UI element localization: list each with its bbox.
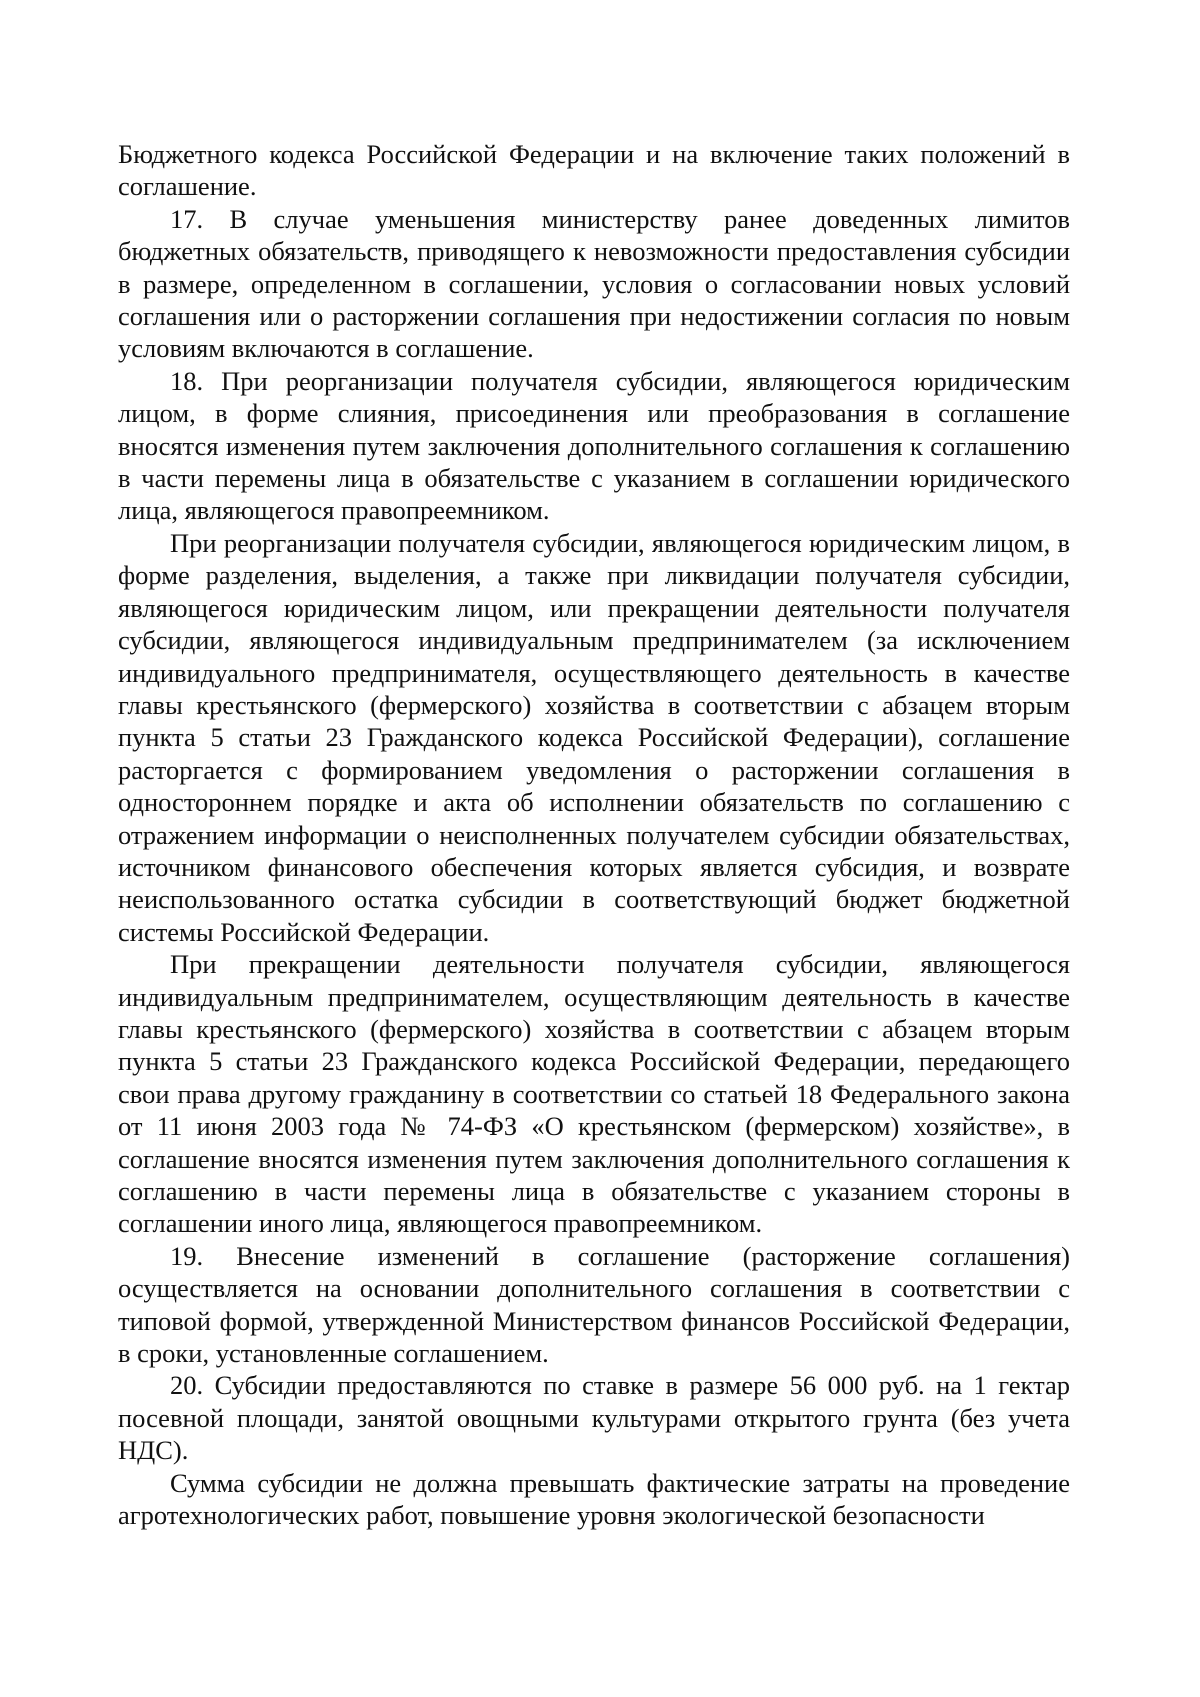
document-body xyxy=(118,138,1070,1531)
paragraph-20: 20. Субсидии предоставляются по ставке в размере 56 000 руб. на 1 гектар посевной площади, занятой овощными культурами открытого грунта (без учета НДС). xyxy=(118,1370,1070,1466)
paragraph-20-subsidy-limit: Сумма субсидии не должна превышать фактические затраты на проведение агротехнологических работ, повышение уровня экологической безопасности xyxy=(118,1467,1070,1531)
paragraph-19: 19. Внесение изменений в соглашение (расторжение соглашения) осуществляется на основании дополнительного соглашения в соответствии с типовой формой, утвержденной Министерством финансов Российской Федерации, в сроки, установленные соглашением. xyxy=(118,1240,1070,1369)
paragraph-18-termination: При прекращении деятельности получателя субсидии, являющегося индивидуальным предпринимателем, осуществляющим деятельность в качестве главы крестьянского (фермерского) хозяйства в соответствии с абзацем вторым пункта 5 статьи 23 Гражданского кодекса Российской Федерации, передающего свои права другому гражданину в соответствии со статьей 18 Федерального закона от 11 июня 2003 года № 74-ФЗ «О крестьянском (фермерском) хозяйстве», в соглашение вносятся изменения путем заключения дополнительного соглашения к соглашению в части перемены лица в обязательстве с указанием стороны в соглашении иного лица, являющегося правопреемником. xyxy=(118,949,1070,1239)
paragraph-18: 18. При реорганизации получателя субсидии, являющегося юридическим лицом, в форме слияния, присоединения или преобразования в соглашение вносятся изменения путем заключения дополнительного соглашения к соглашению в части перемены лица в обязательстве с указанием в соглашении юридического лица, являющегося правопреемником. xyxy=(118,365,1070,526)
paragraph-17: 17. В случае уменьшения министерству ранее доведенных лимитов бюджетных обязательств, приводящего к невозможности предоставления субсидии в размере, определенном в соглашении, условия о согласовании новых условий соглашения или о расторжении соглашения при недостижении согласия по новым условиям включаются в соглашение. xyxy=(118,203,1070,364)
paragraph-18-reorganization: При реорганизации получателя субсидии, являющегося юридическим лицом, в форме разделения, выделения, а также при ликвидации получателя субсидии, являющегося юридическим лицом, или прекращении деятельности получателя субсидии, являющегося индивидуальным предпринимателем (за исключением индивидуального предпринимателя, осуществляющего деятельность в качестве главы крестьянского (фермерского) хозяйства в соответствии с абзацем вторым пункта 5 статьи 23 Гражданского кодекса Российской Федерации), соглашение расторгается с формированием уведомления о расторжении соглашения в одностороннем порядке и акта об исполнении обязательств по соглашению с отражением информации о неисполненных получателем субсидии обязательствах, источником финансового обеспечения которых является субсидия, и возврате неиспользованного остатка субсидии в соответствующий бюджет бюджетной системы Российской Федерации. xyxy=(118,527,1070,947)
paragraph-continuation: Бюджетного кодекса Российской Федерации и на включение таких положений в соглашение. xyxy=(118,139,1070,202)
